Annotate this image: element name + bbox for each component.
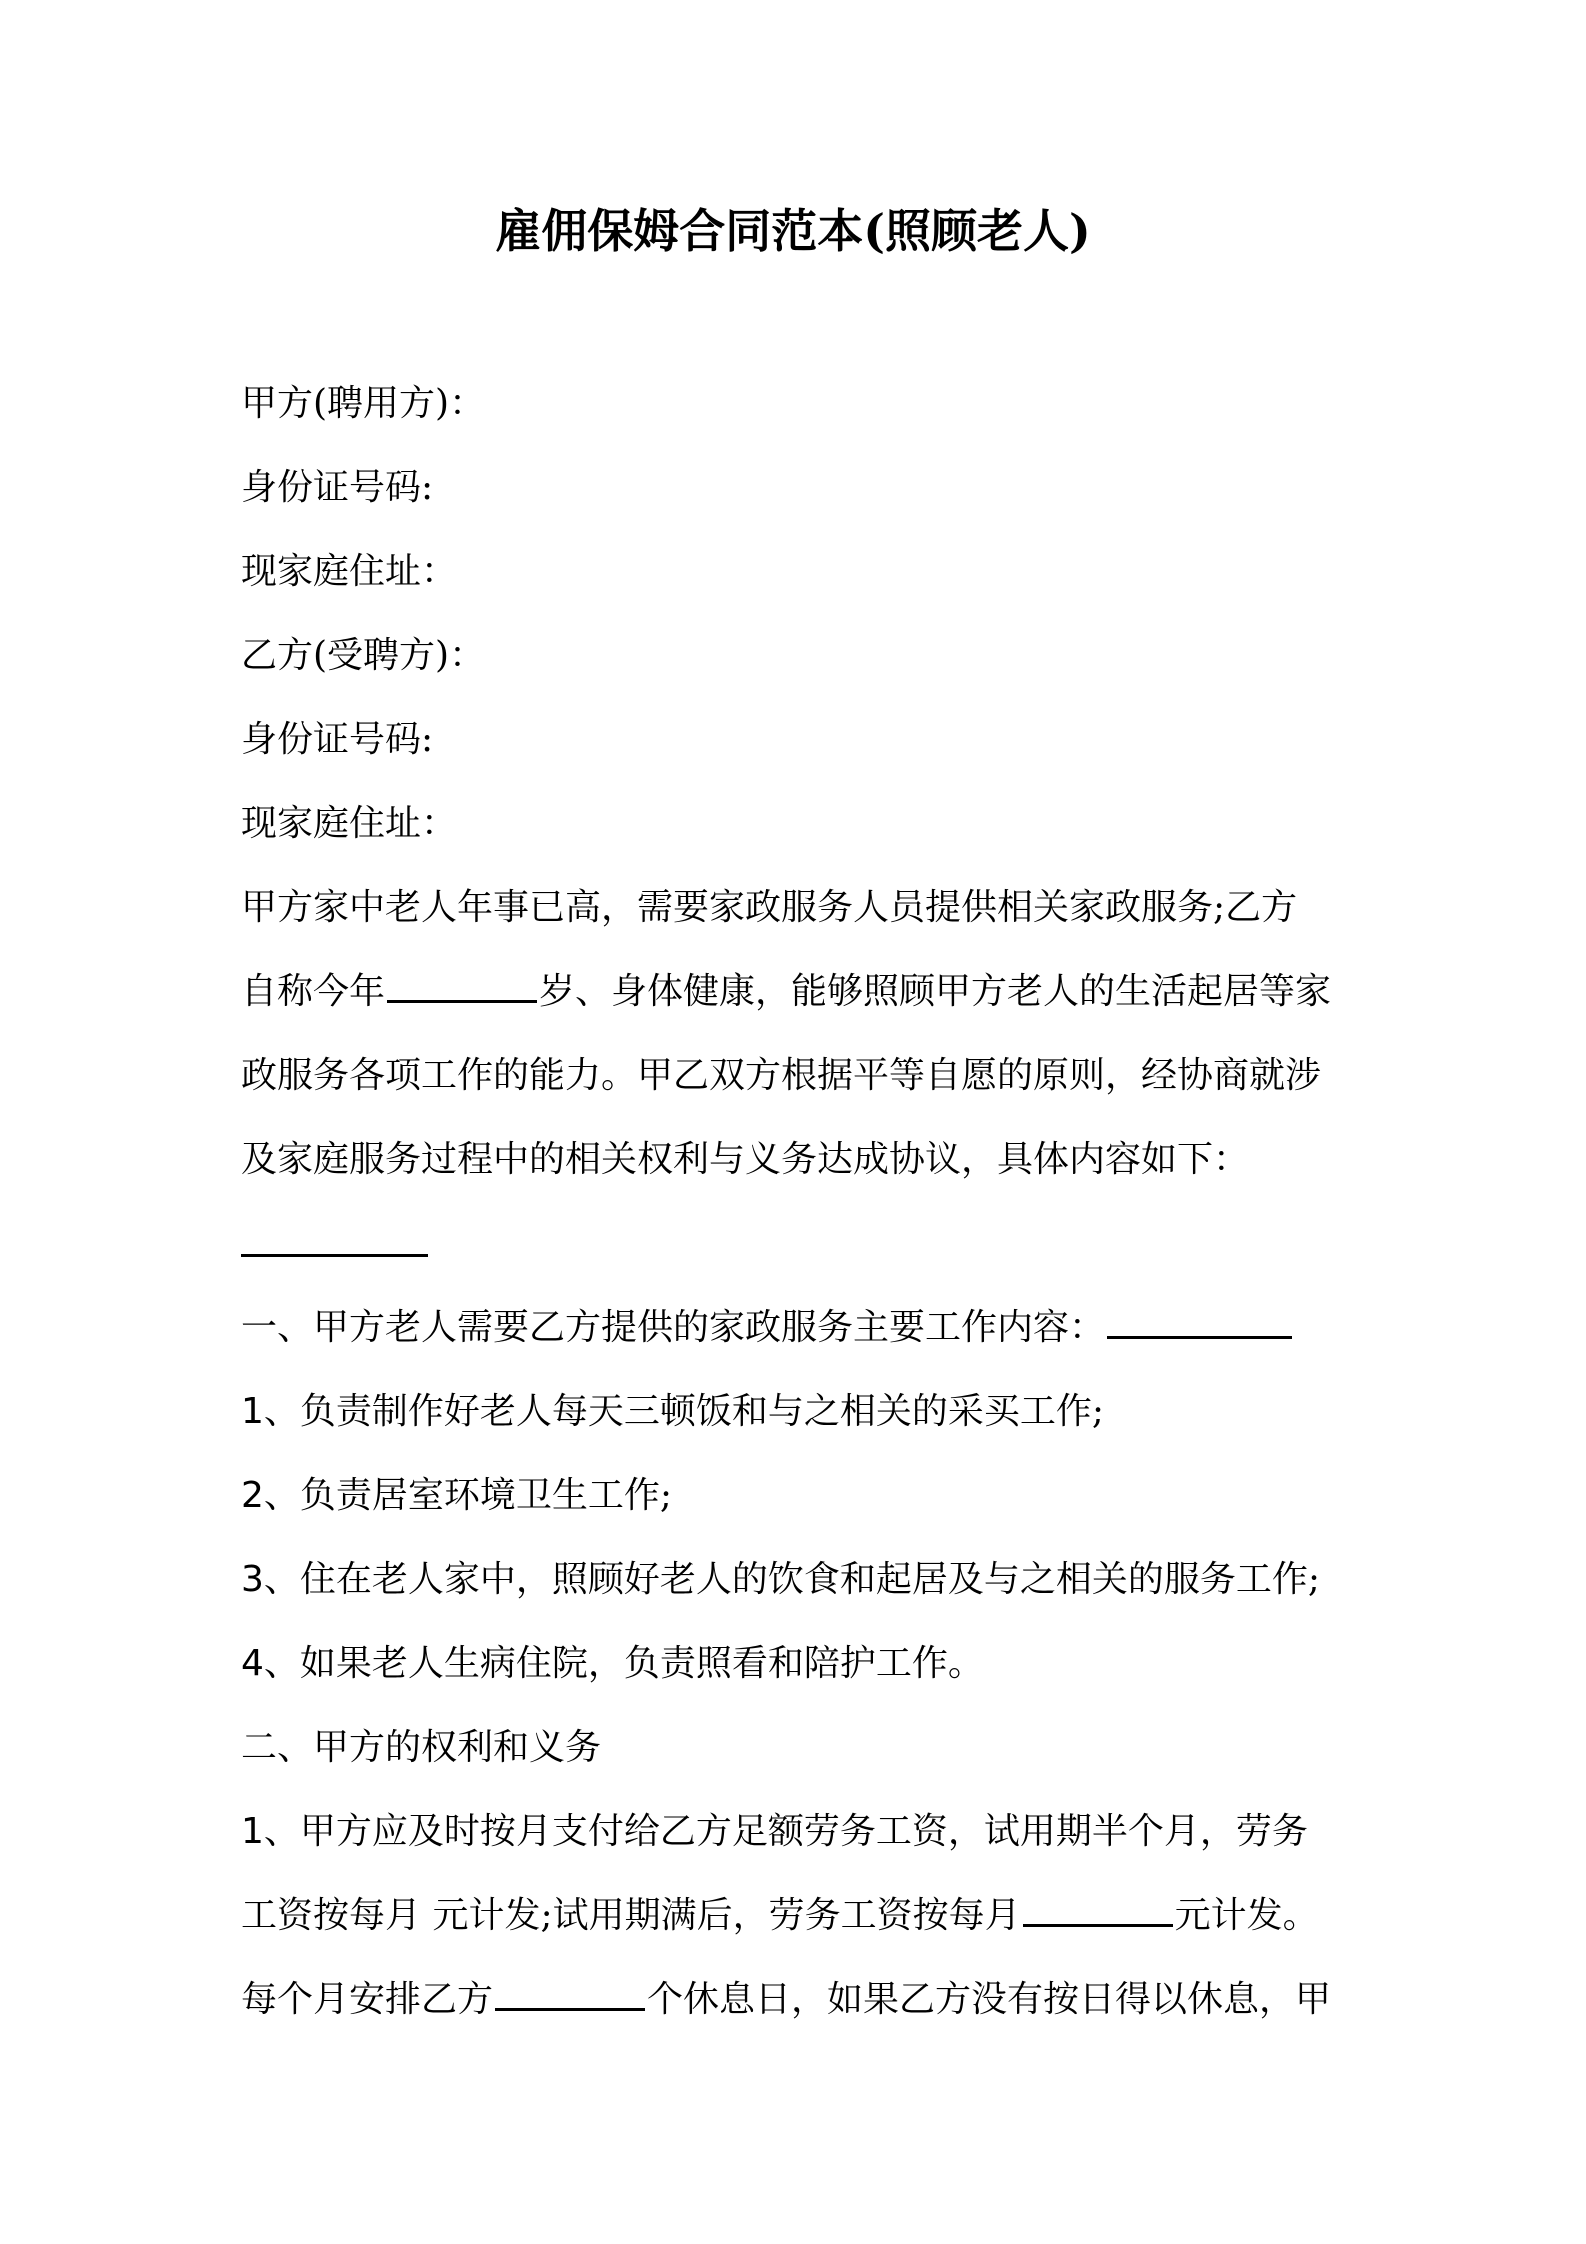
rest-day-line-start: 每个月安排乙方 bbox=[241, 1979, 494, 2020]
preamble-line-2 bbox=[241, 966, 1331, 1018]
section-1-heading bbox=[241, 1302, 1294, 1354]
section-1-blank bbox=[1107, 1302, 1292, 1339]
item-text: 、甲方应及时按月支付给乙方足额劳务工资，试用期半个月，劳务 bbox=[263, 1811, 1308, 1852]
party-b-label: 乙方(受聘方)： bbox=[241, 635, 486, 676]
item-number: 2 bbox=[241, 1475, 264, 1516]
rest-day-line-end: 个休息日，如果乙方没有按日得以休息，甲 bbox=[647, 1979, 1332, 2020]
rest-days-blank bbox=[495, 1974, 645, 2011]
preamble-line-1: 甲方家中老人年事已高，需要家政服务人员提供相关家政服务;乙方 bbox=[241, 887, 1298, 928]
section-2-heading: 二、甲方的权利和义务 bbox=[241, 1727, 602, 1768]
item-text: 、如果老人生病住院，负责照看和陪护工作。 bbox=[263, 1643, 984, 1684]
section-2-item-1-line-3 bbox=[241, 1974, 1331, 2026]
preamble-line-4: 及家庭服务过程中的相关权利与义务达成协议，具体内容如下： bbox=[241, 1139, 1250, 1180]
preamble-line-3: 政服务各项工作的能力。甲乙双方根据平等自愿的原则，经协商就涉 bbox=[241, 1055, 1322, 1096]
party-b-address-label: 现家庭住址： bbox=[241, 803, 458, 844]
item-text: 、住在老人家中，照顾好老人的饮食和起居及与之相关的服务工作; bbox=[263, 1559, 1321, 1600]
item-number: 3 bbox=[241, 1559, 264, 1600]
section-1-item-3 bbox=[241, 1554, 1320, 1606]
item-text: 、负责制作好老人每天三顿饭和与之相关的采买工作; bbox=[263, 1391, 1105, 1432]
preamble-line-2-start: 自称今年 bbox=[241, 971, 386, 1012]
age-blank bbox=[387, 966, 537, 1003]
item-number: 1 bbox=[241, 1391, 264, 1432]
party-a-label: 甲方(聘用方)： bbox=[241, 383, 486, 424]
section-1-item-2 bbox=[241, 1470, 672, 1522]
party-a-id-label: 身份证号码: bbox=[241, 467, 434, 508]
section-2-item-1-line-1 bbox=[241, 1806, 1308, 1858]
party-b-id-label: 身份证号码: bbox=[241, 719, 434, 760]
signature-blank bbox=[241, 1254, 428, 1257]
section-1-item-1 bbox=[241, 1386, 1104, 1438]
party-a-address-label: 现家庭住址： bbox=[241, 551, 458, 592]
item-text: 、负责居室环境卫生工作; bbox=[263, 1475, 673, 1516]
section-2-item-1-line-2 bbox=[241, 1890, 1319, 1942]
item-number: 1 bbox=[241, 1811, 264, 1852]
wage-line-start: 工资按每月 元计发;试用期满后，劳务工资按每月 bbox=[241, 1895, 1021, 1936]
item-number: 4 bbox=[241, 1643, 264, 1684]
document-title: 雇佣保姆合同范本(照顾老人) bbox=[495, 204, 1091, 258]
preamble-line-2-end: 岁、身体健康，能够照顾甲方老人的生活起居等家 bbox=[539, 971, 1332, 1012]
wage-line-end: 元计发。 bbox=[1174, 1895, 1319, 1936]
section-1-item-4 bbox=[241, 1638, 984, 1690]
wage-blank bbox=[1023, 1890, 1173, 1927]
section-1-heading-text: 一、甲方老人需要乙方提供的家政服务主要工作内容： bbox=[241, 1307, 1106, 1348]
